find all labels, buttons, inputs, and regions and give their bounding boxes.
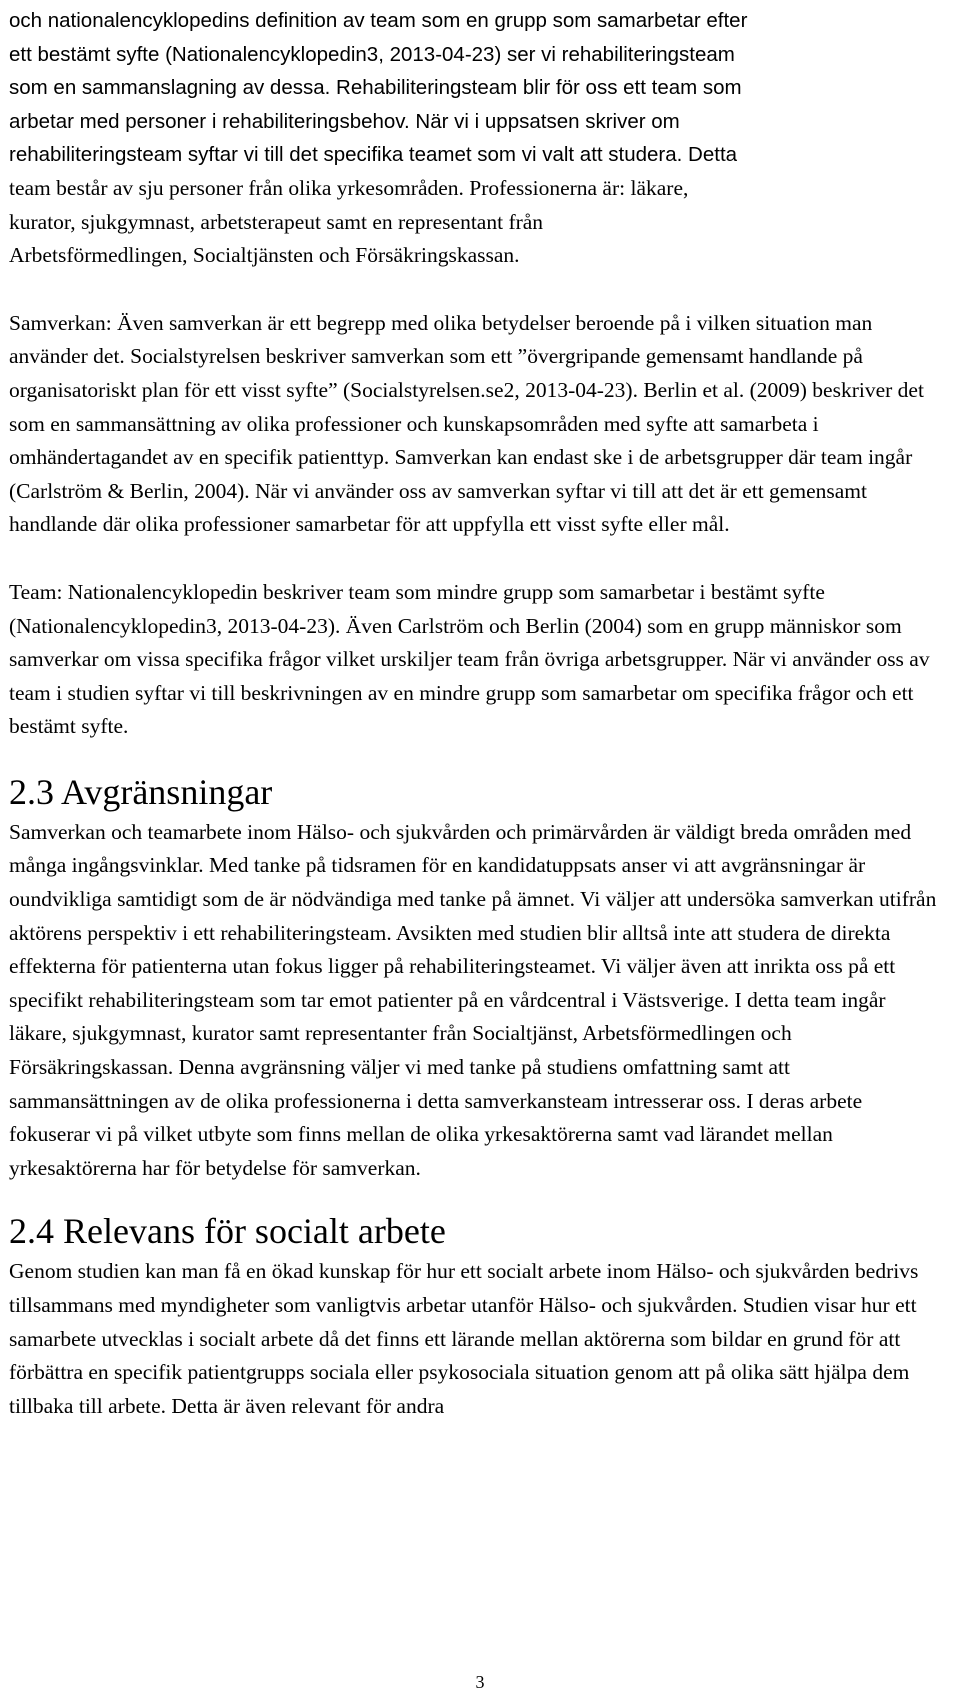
text-line: och nationalencyklopedins definition av team som en grupp som samarbetar efter (9, 9, 748, 32)
section-body-relevans: Genom studien kan man få en ökad kunskap för hur ett socialt arbete inom Hälso- och sjukvården bedrivs tillsammans med myndigheter som vanligtvis arbetar utanför Hälso- och sjukvården. Studien visar hur ett samarbete utvecklas i socialt arbete då det finns ett lärande mellan aktörerna som bildar en grund för att förbättra en specifik patientgrupps sociala eller psykosociala situation genom att på olika sätt hjälpa dem tillbaka till arbete. Detta är även relevant för andra (9, 1259, 919, 1418)
paragraph-samverkan: Samverkan: Även samverkan är ett begrepp med olika betydelser beroende på i vilken situation man använder det. Socialstyrelsen beskriver samverkan som ett ”övergripande gemensamt handlande på organisatoriskt plan för ett visst syfte” (Socialstyrelsen.se2, 2013-04-23). Berlin et al. (2009) beskriver det som en sammansättning av olika professioner och kunskapsområden med syfte att samarbeta i omhändertagandet av en specifik patienttyp. Samverkan kan endast ske i de arbetsgrupper där team ingår (Carlström & Berlin, 2004). När vi använder oss av samverkan syftar vi till att det är ett gemensamt handlande där olika professioner samarbetar för att uppfylla ett visst syfte eller mål. (9, 310, 924, 537)
paragraph-definitions (9, 4, 944, 273)
section-heading-avgransningar: 2.3 Avgränsningar (9, 771, 273, 812)
paragraph-team: Team: Nationalencyklopedin beskriver team som mindre grupp som samarbetar i bestämt syfte (Nationalencyklopedin3, 2013-04-23). Även Carlström och Berlin (2004) som en grupp människor som samverkar om vissa specifika frågor vilket urskiljer team från övriga arbetsgrupper. När vi använder oss av team i studien syftar vi till beskrivningen av en mindre grupp som samarbetar om specifika frågor och ett bestämt syfte. (9, 579, 930, 739)
text-line: arbetar med personer i rehabiliteringsbehov. När vi i uppsatsen skriver om (9, 109, 680, 133)
section-heading-relevans: 2.4 Relevans för socialt arbete (9, 1211, 446, 1252)
text-line: som en sammanslagning av dessa. Rehabiliteringsteam blir för oss ett team som (9, 76, 742, 100)
text-line: ett bestämt syfte (Nationalencyklopedin3, 2013-04-23) ser vi rehabiliteringsteam (9, 42, 735, 66)
text-line: kurator, sjukgymnast, arbetsterapeut samt en representant från (9, 209, 544, 234)
section-body-avgransningar: Samverkan och teamarbete inom Hälso- och sjukvården och primärvården är väldigt breda områden med många ingångsvinklar. Med tanke på tidsramen för en kandidatuppsats anser vi att avgränsningar är oundvikliga samtidigt som de är nödvändiga med tanke på ämnet. Vi väljer att undersöka samverkan utifrån aktörens perspektiv i ett rehabiliteringsteam. Avsikten med studien blir alltså inte att studera de direkta effekterna för patienterna utan fokus ligger på rehabiliteringsteamet. Vi väljer även att inrikta oss på ett specifikt rehabiliteringsteam som tar emot patienter på en vårdcentral i Västsverige. I detta team ingår läkare, sjukgymnast, kurator samt representanter från Socialtjänst, Arbetsförmedlingen och Försäkringskassan. Denna avgränsning väljer vi med tanke på studiens omfattning samt att sammansättningen av de olika professionerna i detta samverkansteam intresserar oss. I deras arbete fokuserar vi på vilket utbyte som finns mellan de olika yrkesaktörerna samt vad lärandet mellan yrkesaktörerna har för betydelse för samverkan. (9, 819, 937, 1180)
text-line: team består av sju personer från olika yrkesområden. Professionerna är: läkare, (9, 175, 689, 200)
text-line: rehabiliteringsteam syftar vi till det specifika teamet som vi valt att studera. Detta (9, 143, 738, 167)
page-number: 3 (475, 1672, 485, 1692)
text-line: Arbetsförmedlingen, Socialtjänsten och Försäkringskassan. (9, 243, 520, 268)
